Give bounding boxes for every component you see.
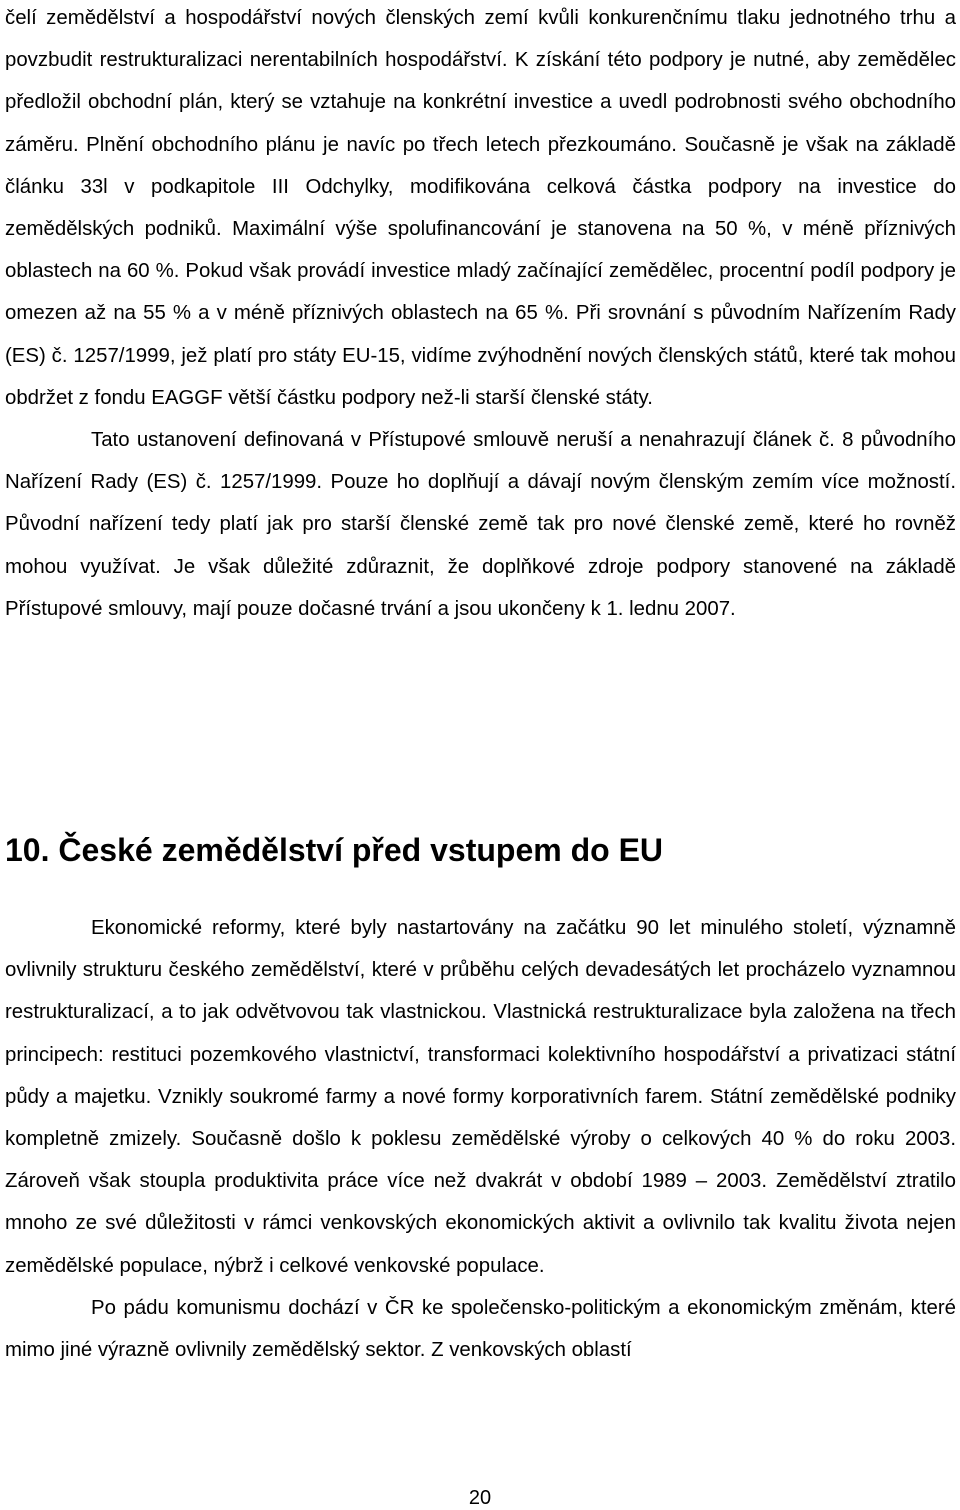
body-paragraph-1: čelí zemědělství a hospodářství nových členských zemí kvůli konkurenčnímu tlaku jednotného trhu a povzbudit restrukturalizaci nerentabilních hospodářství. K získání této podpory je nutné, aby zemědělec předložil obchodní plán, který se vztahuje na konkrétní investice a uvedl podrobnosti svého obchodního záměru. Plnění obchodního plánu je navíc po třech letech přezkoumáno. Současně je však na základě článku 33l v podkapitole III Odchylky, modifikována celková částka podpory na investice do zemědělských podniků. Maximální výše spolufinancování je stanovena na 50 %, v méně příznivých oblastech na 60 %. Pokud však provádí investice mladý začínající zemědělec, procentní podíl podpory je omezen až na 55 % a v méně příznivých oblastech na 65 %. Při srovnání s původním Nařízením Rady (ES) č. 1257/1999, jež platí pro státy EU-15, vidíme zvýhodnění nových členských států, které tak mohou obdržet z fondu EAGGF větší částku podpory než-li starší členské státy. (5, 7, 956, 409)
page-number: 20 (468, 1487, 492, 1509)
document-page (5, 0, 956, 1362)
section-heading: 10. České zemědělství před vstupem do EU (5, 832, 664, 868)
section-paragraph-1: Ekonomické reformy, které byly nastartovány na začátku 90 let minulého století, významně ovlivnily strukturu českého zemědělství, které v průběhu celých devadesátých let procházelo vyznamnou restrukturalizací, a to jak odvětvovou tak vlastnickou. Vlastnická restrukturalizace byla založena na třech principech: restituci pozemkového vlastnictví, transformaci kolektivního hospodářství a privatizaci státní půdy a majetku. Vznikly soukromé farmy a nové formy korporativních farem. Státní zemědělské podniky kompletně zmizely. Současně došlo k poklesu zemědělské výroby o celkových 40 % do roku 2003. Zároveň však stoupla produktivita práce více než dvakrát v období 1989 – 2003. Zemědělství ztratilo mnoho ze své důležitosti v rámci venkovských ekonomických aktivit a ovlivnilo tak kvalitu života nejen zemědělské populace, nýbrž i celkové venkovské populace. (5, 917, 956, 1277)
section-body (5, 907, 956, 1371)
section-paragraph-2: Po pádu komunismu dochází v ČR ke společensko-politickým a ekonomickým změnám, které mimo jiné výrazně ovlivnily zemědělský sektor. Z venkovských oblastí (5, 1296, 956, 1362)
body-paragraph-2: Tato ustanovení definovaná v Přístupové smlouvě neruší a nenahrazují článek č. 8 původního Nařízení Rady (ES) č. 1257/1999. Pouze ho doplňují a dávají novým členským zemím více možností. Původní nařízení tedy platí jak pro starší členské země tak pro nové členské země, které ho rovněž mohou využívat. Je však důležité zdůraznit, že doplňkové zdroje podpory stanovené na základě Přístupové smlouvy, mají pouze dočasné trvání a jsou ukončeny k 1. lednu 2007. (5, 429, 956, 620)
